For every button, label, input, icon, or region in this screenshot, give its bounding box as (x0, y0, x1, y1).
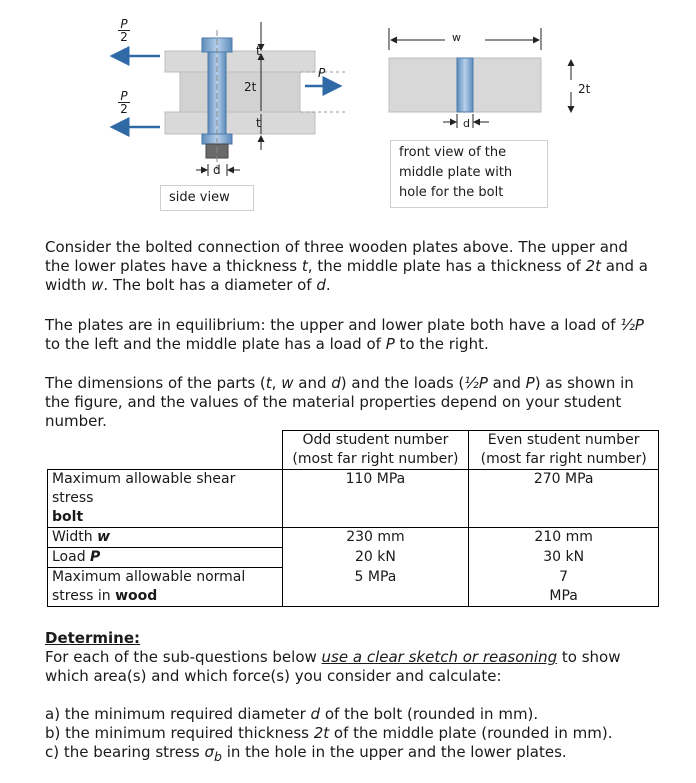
half-load-den-upper: 2 (120, 30, 128, 44)
intro-paragraph-2: The plates are in equilibrium: the upper and lower plate both have a load of ½P to the left and the middle plate has a load of P to the right. (45, 316, 644, 353)
table-header-row: Odd student number (most far right number) Even student number (most far right number) (48, 431, 659, 470)
determine-text: For each of the sub-questions below use a clear sketch or reasoning to show which area(s) and which force(s) you consider and calculate: (45, 648, 621, 685)
front-caption-line2: middle plate with (399, 165, 513, 180)
side-view-caption: side view (160, 185, 254, 211)
list-item: a) the minimum required diameter d of the bolt (rounded in mm). (45, 705, 539, 723)
front-dim-2t: 2t (578, 82, 591, 96)
front-caption-line3: hole for the bolt (399, 185, 504, 200)
material-properties-table (47, 430, 659, 607)
table-row: Maximum allowable shear stress bolt 110 MPa 270 MPa (48, 470, 659, 528)
front-bolt-hole (457, 58, 473, 112)
side-dim-t-bottom: t (256, 116, 261, 130)
determine-heading: Determine: (45, 629, 140, 647)
half-load-num-upper: P (120, 17, 128, 31)
side-dim-t-top: t (256, 44, 261, 58)
half-load-num-lower: P (120, 89, 128, 103)
table-row: Maximum allowable normal stress in wood 5 MPa 7 MPa (48, 568, 659, 607)
side-dim-2t: 2t (244, 80, 257, 94)
intro-paragraph-1: Consider the bolted connection of three wooden plates above. The upper and the lower plates have a thickness t, the middle plate has a thickness of 2t and a width w. The bolt has a diameter of d. (45, 238, 648, 294)
middle-plate (180, 72, 300, 112)
side-dim-d: d (213, 163, 221, 177)
intro-paragraph-3: The dimensions of the parts (t, w and d) and the loads (½P and P) as shown in the figure, and the values of the material properties depend on your student number. (45, 374, 634, 430)
half-load-den-lower: 2 (120, 102, 128, 116)
front-dim-d: d (463, 117, 470, 130)
lower-plate (165, 112, 315, 134)
front-caption-line1: front view of the (399, 145, 507, 160)
front-view-figure (385, 20, 585, 135)
table-row: Width w 230 mm 210 mm (48, 528, 659, 548)
upper-plate (165, 51, 315, 72)
subquestion-list (45, 705, 665, 766)
side-load-P: P (318, 66, 326, 80)
table-row: Load P 20 kN 30 kN (48, 548, 659, 568)
list-item: b) the minimum required thickness 2t of the middle plate (rounded in mm). (45, 724, 613, 742)
front-dim-w: w (452, 31, 461, 44)
list-item: c) the bearing stress $\sigma_b$ in the hole in the upper and the lower plates. (45, 743, 567, 764)
front-view-caption (390, 140, 548, 208)
